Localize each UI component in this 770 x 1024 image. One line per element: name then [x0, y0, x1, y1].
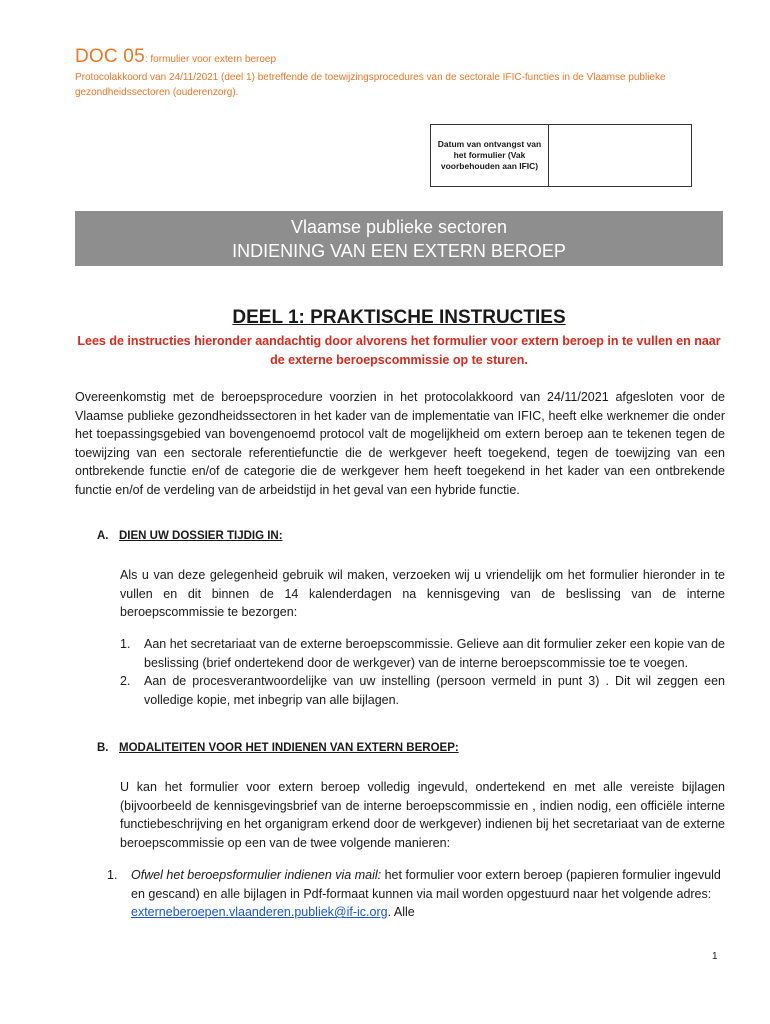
protocol-line: Protocolakkoord van 24/11/2021 (deel 1) betreffende de toewijzingsprocedures van de sectorale IFIC-functies in de Vlaamse publieke gezondheidssectoren (ouderenzorg). — [75, 72, 666, 98]
section-b-paragraph: U kan het formulier voor extern beroep volledig ingevuld, ondertekend en met alle vereiste bijlagen (bijvoorbeeld de kennisgevingsbrief van de interne beroepscommissie en , indien nodig, een officiële interne functiebeschrijving en het organigram erkend door de werkgever) indienen bij het secretariaat van de externe beroepscommissie op een van de twee volgende manieren: — [120, 780, 725, 850]
intro-warning: Lees de instructies hieronder aandachtig door alvorens het formulier voor extern beroep in te vullen en naar de externe beroepscommissie op te sturen. — [77, 334, 721, 367]
document-header — [75, 46, 715, 100]
receipt-date-box — [430, 124, 692, 187]
list-item-text: Aan het secretariaat van de externe beroepscommissie. Gelieve aan dit formulier zeker een kopie van de beslissing (brief ondertekend door de werkgever) van de interne beroepscommissie toe te voegen. — [144, 637, 725, 670]
part-title: DEEL 1: PRAKTISCHE INSTRUCTIES — [232, 307, 566, 328]
email-link[interactable]: externeberoepen.vlaanderen.publiek@if-ic.org — [131, 905, 388, 920]
receipt-date-label: Datum van ontvangst van het formulier (Vak voorbehouden aan IFIC) — [431, 125, 549, 187]
list-item — [120, 672, 725, 709]
section-a-letter: A. — [97, 530, 109, 542]
doc-code: DOC 05 — [75, 46, 145, 67]
list-item-number: 1. — [107, 868, 118, 882]
section-b-letter: B. — [97, 742, 109, 754]
banner-line-2: INDIENING VAN EEN EXTERN BEROEP — [232, 241, 566, 261]
banner-line-1: Vlaamse publieke sectoren — [290, 217, 508, 237]
list-item-number: 2. — [120, 674, 131, 689]
main-paragraph: Overeenkomstig met de beroepsprocedure voorzien in het protocolakkoord van 24/11/2021 afgesloten voor de Vlaamse publieke gezondheidssectoren in het kader van de implementatie van IFIC, heeft elke werknemer die onder het toepassingsgebied van bovengenoemd protocol valt de mogelijkheid om extern beroep aan te tekenen tegen de toewijzing van een sectorale referentiefunctie die de werkgever heeft toegekend, tegen de toewijzing van een ontbrekende functie en/of de categorie die de werkgever hem heeft toegekend in het kader van een ontbrekende functie en/of de verdeling van de arbeidstijd in het geval van een hybride functie. — [75, 390, 725, 497]
title-banner — [75, 211, 723, 266]
list-item — [107, 866, 725, 922]
section-a-paragraph: Als u van deze gelegenheid gebruik wil maken, verzoeken wij u vriendelijk om het formulier hieronder in te vullen en dit binnen de 14 kalenderdagen na kennisgeving van de beslissing van de interne beroepscommissie te bezorgen: — [120, 568, 725, 620]
list-item-tail: . Alle — [387, 905, 415, 920]
section-a-list — [120, 635, 725, 709]
list-item-number: 1. — [120, 637, 131, 651]
list-item-lead: Ofwel het beroepsformulier indienen via mail: — [131, 868, 382, 882]
receipt-date-field[interactable] — [549, 125, 692, 187]
list-item — [120, 635, 725, 672]
page-number: 1 — [712, 951, 718, 962]
section-a-title: DIEN UW DOSSIER TIJDIG IN: — [119, 530, 283, 542]
section-b-heading — [97, 742, 459, 754]
section-a-heading — [97, 530, 283, 542]
section-b-list — [107, 866, 725, 922]
section-b-title: MODALITEITEN VOOR HET INDIENEN VAN EXTERN BEROEP: — [119, 742, 459, 754]
list-item-text: het formulier voor extern beroep (papieren formulier ingevuld en gescand) en alle bijlagen in Pdf-formaat kunnen via mail worden opgestuurd naar het volgende adres: — [131, 868, 721, 901]
list-item-text: Aan de procesverantwoordelijke van uw instelling (persoon vermeld in punt 3) . Dit wil zeggen een volledige kopie, met inbegrip van alle bijlagen. — [144, 674, 725, 707]
doc-subtitle: : formulier voor extern beroep — [144, 54, 277, 65]
